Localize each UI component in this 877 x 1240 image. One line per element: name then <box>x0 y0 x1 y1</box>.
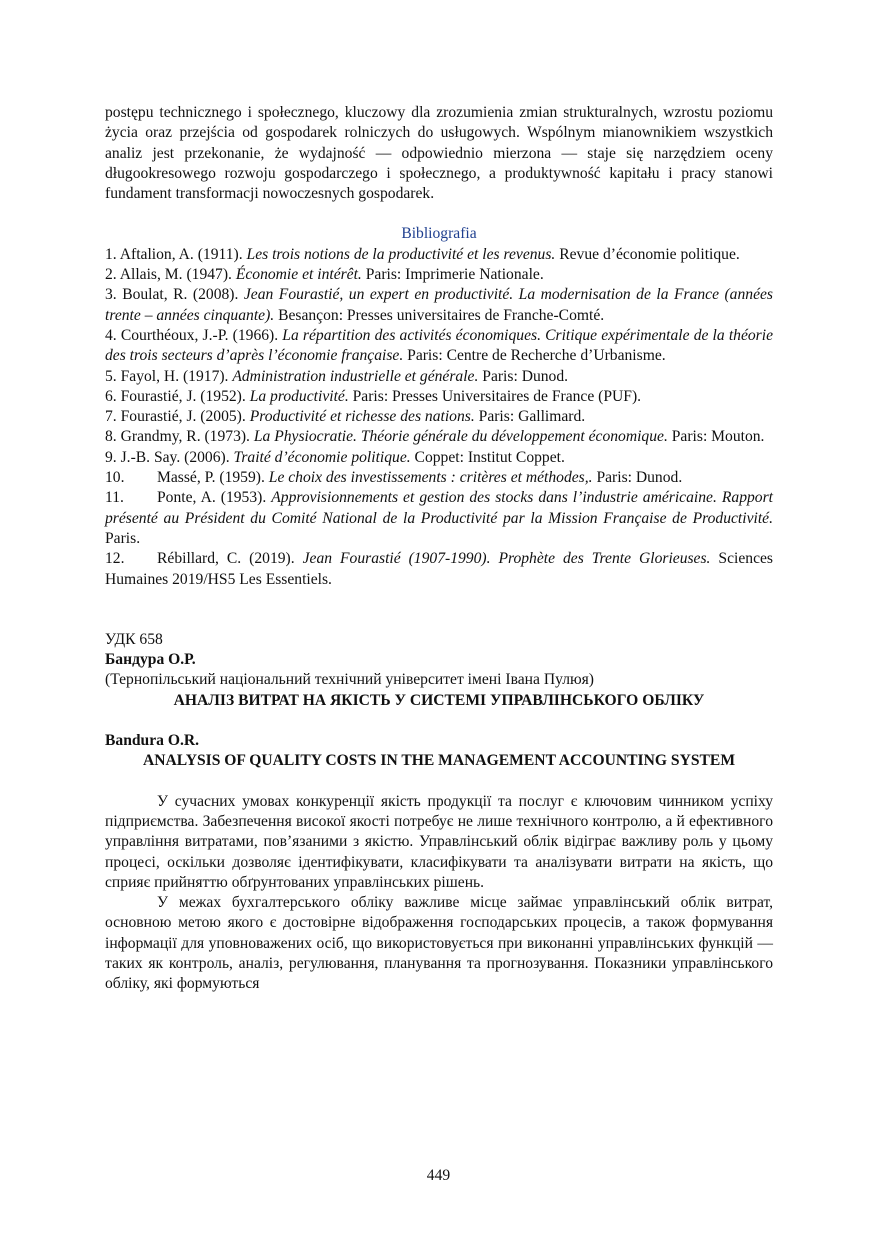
bibliography-item: 7. Fourastié, J. (2005). Productivité et richesse des nations. Paris: Gallimard. <box>105 408 586 426</box>
article-title-uk: АНАЛІЗ ВИТРАТ НА ЯКІСТЬ У СИСТЕМІ УПРАВЛІНСЬКОГО ОБЛІКУ <box>173 691 705 709</box>
bibliography-item: 6. Fourastié, J. (1952). La productivité. Paris: Presses Universitaires de France (PUF). <box>105 387 642 405</box>
body-paragraph: У межах бухгалтерського обліку важливе місце займає управлінський облік витрат, основною метою якого є достовірне відображення господарських процесів, а також формування інформації для уповноважених осіб, що використовується при виконанні управлінських функцій — таких як контроль, аналіз, регулювання, планування та прогнозування. Показники управлінського обліку, які формуються <box>105 894 773 993</box>
bibliography-item: 8. Grandmy, R. (1973). La Physiocratie. Théorie générale du développement économique. Paris: Mouton. <box>105 428 765 446</box>
affiliation-uk: (Тернопільський національний технічний університет імені Івана Пулюя) <box>105 671 594 689</box>
bibliography-item: 5. Fayol, H. (1917). Administration industrielle et générale. Paris: Dunod. <box>105 367 569 385</box>
bibliography-item: 10. Massé, P. (1959). Le choix des investissements : critères et méthodes,. Paris: Dunod. <box>105 469 683 487</box>
author-uk: Бандура О.Р. <box>105 651 196 669</box>
bibliography-item: 2. Allais, M. (1947). Économie et intérêt. Paris: Imprimerie Nationale. <box>105 266 544 284</box>
bibliography-item: 9. J.-B. Say. (2006). Traité d’économie politique. Coppet: Institut Coppet. <box>105 448 565 466</box>
page-content <box>105 103 773 995</box>
bibliography-item: 12. Rébillard, C. (2019). Jean Fourastié (1907-1990). Prophète des Trente Glorieuses. Sciences Humaines 2019/HS5 Les Essentiels. <box>105 550 773 588</box>
bibliography-item: 1. Aftalion, A. (1911). Les trois notions de la productivité et les revenus. Revue d’économie politique. <box>105 245 740 263</box>
bibliography-item: 4. Courthéoux, J.-P. (1966). La répartition des activités économiques. Critique expérimentale de la théorie des trois secteurs d’après l’économie française. Paris: Centre de Recherche d’Urbanisme. <box>105 326 774 365</box>
author-en: Bandura O.R. <box>105 732 200 750</box>
article-title-en: ANALYSIS OF QUALITY COSTS IN THE MANAGEMENT ACCOUNTING SYSTEM <box>142 752 736 770</box>
bibliography-item: 11. Ponte, A. (1953). Approvisionnements et gestion des stocks dans l’industrie américaine. Rapport présenté au Président du Comité National de la Productivité par la Mission Française de Productivité. Paris. <box>105 489 773 547</box>
body-paragraph: У сучасних умовах конкуренції якість продукції та послуг є ключовим чинником успіху підприємства. Забезпечення високої якості потребує не лише технічного контролю, а й ефективного управління витратами, пов’язаними з якістю. Управлінський облік відіграє важливу роль у цьому процесі, оскільки дозволяє ідентифікувати, класифікувати та аналізувати витрати на якість, що сприяє прийняттю обґрунтованих управлінських рішень. <box>105 792 773 891</box>
bibliography-heading: Bibliografia <box>401 225 477 243</box>
bibliography-list <box>105 245 773 590</box>
intro-paragraph: postępu technicznego i społecznego, kluczowy dla zrozumienia zmian strukturalnych, wzrostu poziomu życia oraz przejścia od gospodarek rolniczych do usługowych. Wspólnym mianownikiem wszystkich analiz jest przekonanie, że wydajność — odpowiednio mierzona — staje się narzędziem oceny długookresowego rozwoju gospodarczego i społecznego, a produktywność kapitału i pracy stanowi fundament transformacji nowoczesnych gospodarek. <box>105 104 773 203</box>
udk-code: УДК 658 <box>105 630 163 648</box>
page-number: 449 <box>426 1167 451 1184</box>
bibliography-item: 3. Boulat, R. (2008). Jean Fourastié, un expert en productivité. La modernisation de la France (années trente – années cinquante). Besançon: Presses universitaires de Franche-Comté. <box>105 286 773 324</box>
